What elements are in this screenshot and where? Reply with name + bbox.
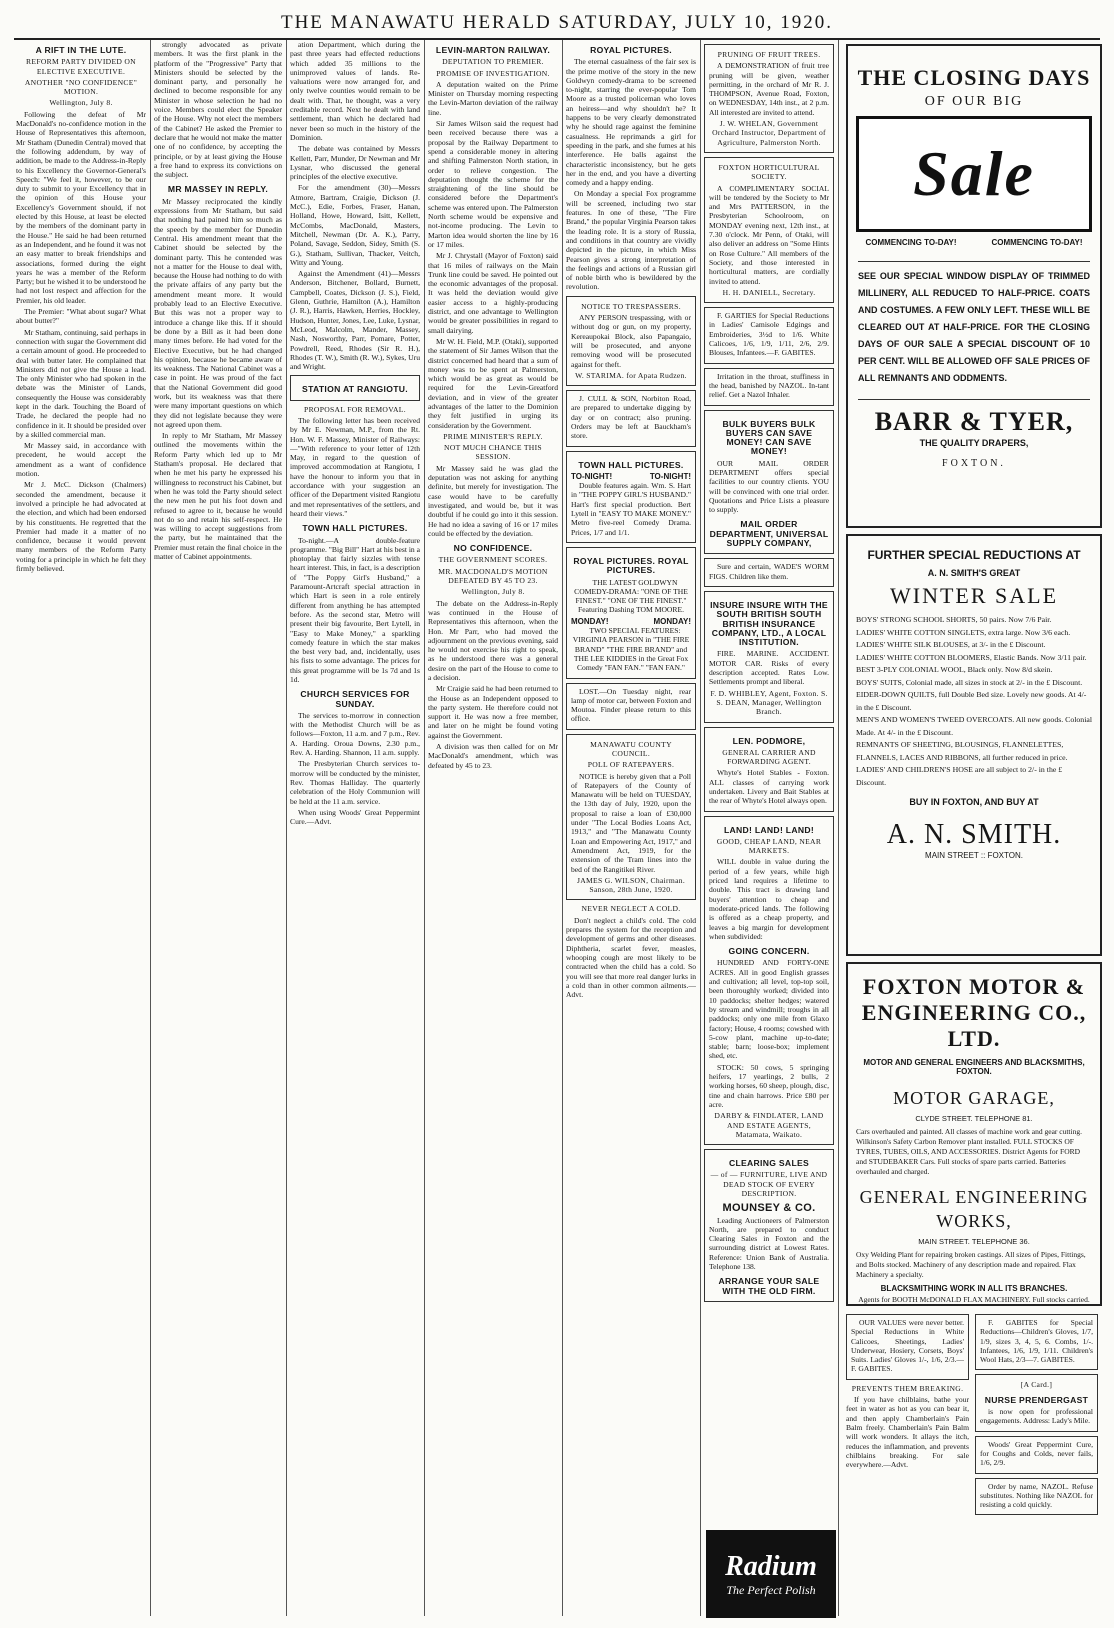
notice-text: NOTICE is hereby given that a Poll of Ratepayers of the County of Manawatu will be held on TUESDAY, the 13th day of July, 1920, upon the proposal to raise a loan of £30,000 under "The Local Bodies Loans Act, 1913," and "The Manawatu County Loan and Empowering Act, 1917," and Amendment Act, 1919, for the extension of the Tram lines into the bed of the Rangitikei River. [571,771,691,874]
ad-heading: LAND! LAND! LAND! [723,824,815,835]
article-paragraph: A deputation waited on the Prime Minister on Thursday morning respecting the Levin-Marton deviation of the railway line. [428,79,558,117]
ad-monday: MONDAY! [571,616,609,626]
column-6 [704,40,834,1528]
winter-sale-buy: BUY IN FOXTON, AND BUY AT [909,797,1039,807]
notice-signature: H. H. DANIELL, Secretary. [722,287,816,297]
article-paragraph: When using Woods' Great Peppermint Cure.—Advt. [290,807,420,827]
ad-text: THE LATEST GOLDWYN COMEDY-DRAMA: "ONE OF THE FINEST." "ONE OF THE FINEST." Featuring Dashing TOM MOORE. [574,577,688,615]
ad-heading: MAIL ORDER DEPARTMENT, UNIVERSAL SUPPLY COMPANY, [709,519,829,549]
article-heading: STATION AT RANGIOTU. [302,384,408,395]
ad-tonight: TO-NIGHT! [649,471,691,481]
article-paragraph: Mr Statham, continuing, said perhaps in connection with sugar the Government did a certain amount of good. He proceeded to deal with butter later. He complained that Ministers did not give the House a lead. The only Minister who had spoken in the debate was the Minister of Lands, consequently the House was considerably kept in the dark. Touching the Board of Trade, he declared the people had no confidence in it. It should be presided over by a skilled commercial man. [16,327,146,439]
ad-heading: INSURE INSURE WITH THE SOUTH BRITISH SOUTH BRITISH INSURANCE COMPANY, LTD., A LOCAL INSTITUTION. [710,599,828,648]
article-subheading: PROMISE OF INVESTIGATION. [436,68,550,78]
article-paragraph: In reply to Mr Statham, Mr Massey outlined the movements within the Reform Party which led up to Mr Statham's proposal. He declared that when he met his party he expressed his willingness to reconstruct his Cabinet, but when he was told the Party should select the new men he put his foot down and refused to agree to it, because he would not do so and retain his self-respect. He was willing to accept suggestions from the party, but he maintained that the Premier must retain the final choice in the matter of Cabinet appointments. [154,431,282,562]
dateline: Wellington, July 8. [49,98,113,108]
article-paragraph: On Monday a special Fox programme will be screened, including two star features. In one of these, "The Fire Brand," the popular Virginia Pearson takes the leading role. It is a story of Russia, and conditions in that country are vividly depicted in the picture, in which Miss Pearson gives a strong interpretation of the feelings and actions of a Russian girl of noble birth who is bewildered by the revolution. [566,189,696,292]
article-heading: TOWN HALL PICTURES. [302,523,408,534]
ad-subheading: GOOD, CHEAP LAND, NEAR MARKETS. [716,836,822,856]
agents-line: Agents for BOOTH McDONALD FLAX MACHINERY. Full stocks carried. [858,1295,1090,1304]
notice-heading: NOTICE TO TRESPASSERS. [581,301,681,311]
radium-tagline: The Perfect Polish [726,1582,816,1597]
winter-sale-list [848,614,1100,789]
article-heading: PREVENTS THEM BREAKING. [851,1383,964,1393]
notice-heading: FOXTON HORTICULTURAL SOCIETY. [718,162,820,182]
column-4 [428,40,558,1618]
article-subheading: PROPOSAL FOR REMOVAL. [304,404,406,414]
article-paragraph: Mr J. Chrystall (Mayor of Foxton) said that 16 miles of railways on the Main Trunk line could be saved. He pointed out the economic advantages of the proposal. It was held the deviation would give easier access to a highly-producing district, and one advantage to Wellington would be greater possibilities in regard to small dairying. [428,251,558,335]
engineering-works-body: Oxy Welding Plant for repairing broken castings. All sizes of Pipes, Fittings, and Bolts stocked. Machinery of any description made and repaired. Flax Machinery a specialty. [856,1250,1086,1279]
notice-signature: JAMES G. WILSON, Chairman. Sanson, 28th June, 1920. [576,875,686,895]
article-paragraph: Mr J. McC. Dickson (Chalmers) seconded the amendment, because it involved a principle he had advocated at the election, and which had been endorsed by his constituents. He regretted that the Premier had made it a matter of no confidence, because it would prevent many members of the Reform Party voting for a principle in which he felt they firmly believed. [16,480,146,574]
an-smith-address: MAIN STREET :: FOXTON. [925,851,1023,860]
article-paragraph: Mr Craigie said he had been returned to the House as an Independent opposed to the party system. He therefore could not support it. He was now a free member, and later on he might be found voting against the Government. [428,684,558,740]
notice-text: F. GABITES for Special Reductions—Children's Gloves, 1/7, 1/9, sizes 3, 4, 5, 6. Combs, 1/-. Infantees, 1/6, 1/9, 1/11. Children's Wool Hats, 2/3—7. GABITES. [980,1318,1093,1365]
ad-signature: F. D. WHIBLEY, Agent, Foxton. S. S. DEAN, Manager, Wellington Branch. [710,688,828,717]
sale-ad-title: THE CLOSING DAYS [857,65,1091,90]
article-paragraph: For the amendment (30)—Messrs Atmore, Bartram, Craigie, Dickson (J. McC.), Edie, Forbes, Fraser, Hanan, Holland, Howe, Howard, Isitt, Kellett, McCombs, MacDonald, Masters, Mitchell, Newman (Dr. A. K.), Parry, Poland, Savage, Seddon, Sidey, Smith (S. G.), Statham, Sullivan, Thacker, Veitch, Witty and Young. [290,183,420,267]
winter-sale-item: BOYS' SUITS, Colonial made, all sizes in stock at 2/- in the £ Discount. [856,677,1083,687]
column-1 [16,40,146,1618]
barr-tyer-town: FOXTON. [942,458,1006,469]
engineering-works-street: MAIN STREET. TELEPHONE 36. [918,1237,1030,1246]
notice-text: Woods' Great Peppermint Cure, for Coughs and Colds, never fails, 1/6, 2/9. [980,1439,1093,1468]
winter-sale-item: LADIES' WHITE COTTON BLOOMERS, Elastic Bands. Now 3/11 pair. [856,652,1087,662]
notice-text: Order by name, NAZOL. Refuse substitutes. Nothing like NAZOL for resisting a cold quickly. [980,1481,1093,1510]
ad-heading: TOWN HALL PICTURES. [578,459,684,470]
article-heading: ROYAL PICTURES. [590,45,672,55]
column-rule [424,40,425,1616]
article-paragraph: Mr Massey said, in accordance with precedent, he would accept the amendment as a want of confidence motion. [16,441,146,479]
masthead: THE MANAWATU HERALD SATURDAY, JULY 10, 1920. [280,12,834,33]
notice-text: ANY PERSON trespassing, with or without dog or gun, on my property, Kereaupokai Block, also Papangaio, will be prosecuted, and anyone removing wood will be prosecuted against for theft. [571,313,691,369]
article-paragraph: Sir James Wilson said the request had been received because there was a proposal by the Railway Department to spend a considerable money in altering and shifting Palmerston North station, in order to relieve congestion. The deputation thought the scheme for the straightening of the line should be considered before the Department's scheme was entered upon. The Palmerston North scheme would be expensive and not-income producing. The Levin to Marton idea would shorten the line by 16 or 17 miles. [428,119,558,249]
winter-sale-item: LADIES' WHITE SILK BLOUSES, at 3/- in the £ Discount. [856,640,1046,649]
notice-text: LOST.—On Tuesday night, rear lamp of motor car, between Foxton and Moutoa. Finder please return to this office. [571,686,691,724]
notice-subheading: POLL OF RATEPAYERS. [587,760,675,770]
article-heading: CHURCH SERVICES FOR SUNDAY. [300,689,410,709]
motor-garage-street: CLYDE STREET. TELEPHONE 81. [915,1114,1033,1123]
winter-sale-sub: A. N. SMITH'S GREAT [927,568,1021,578]
winter-sale-title: WINTER SALE [889,583,1059,608]
column-7-bottom [846,1310,1098,1618]
winter-sale-item: LADIES' AND CHILDREN'S HOSE are all subject to 2/- in the £ Discount. [856,765,1063,787]
notice-heading: MANAWATU COUNTY COUNCIL. [590,739,672,758]
winter-sale-item: EIDER-DOWN QUILTS, full Double Bed size. Lovely new goods. At 4/- in the £ Discount. [856,690,1087,712]
article-subheading: NOT MUCH CHANCE THIS SESSION. [444,443,542,462]
notice-signature: W. STARIMA. for Apata Rudzen. [575,370,687,380]
ad-text: Double features again. Wm. S. Hart in "THE POPPY GIRL'S HUSBAND." Hart's first special production. Bert Lytell in "EASY TO MAKE MONEY." Metro five-reel Comedy Drama. Prices, 1/7 and 1/1. [571,481,691,537]
column-2 [154,40,282,1618]
column-rule [562,40,563,1616]
motor-garage-body: Cars overhauled and painted. All classes of machine work and gear cutting. Wilkinson's Safety Carbon Remover plant installed. FULL STOCKS OF TYRES, TUBES, OILS, AND ACCESSORIES. District Agents for FORD and STUDEBAKER Cars. Full stocks of spare parts carried. Batteries overhauled and charged. [856,1127,1082,1176]
article-paragraph: The following letter has been received by Mr E. Newman, M.P., from the Rt. Hon. W. F. Massey, Minister of Railways:—"With reference to your letter of 12th May, in regard to the question of improved accommodation at Rangiotu, I have the honour to inform you that in accordance with your suggestion an officer of the Department visited Rangiotu and met representatives of the settlers, and heard their views." [290,415,420,518]
article-paragraph: Following the defeat of Mr MacDonald's no-confidence motion in the House of Representatives this afternoon, Mr Statham (Dunedin Central) moved that the following addendum, by way of addition, be made to the Address-in-Reply to his Excellency the Governor-General's Speech: "We feel it, however, to be our duty to submit to your Excellency that in the opinion of this House your Excellency's Government should, if not elected by this House, at least be elected by the members of the dominant party in the House." He said he had been returned as an Independent, and he found it was not an easy matter to break friendships and associations, formed during the eight years he was a member of the Reform Party; but he wished it to be understood he had not lost respect and affection for the Premier, his old leader. [16,109,146,305]
nurse-name: NURSE PRENDERGAST [984,1394,1089,1405]
column-rule [700,40,701,1616]
notice-text: A DEMONSTRATION of fruit tree pruning will be given, weather permitting, in the orchard of Mr R. J. THOMPSON, Avenue Road, Foxton, on WEDNESDAY, 14th inst., at 2 p.m. All interested are invited to attend. [709,61,829,117]
winter-sale-item: REMNANTS OF SHEETING, BLOUSINGS, FLANNELETTES, FLANNELS, LACES AND RIBBONS, all further reduced in price. [856,740,1068,762]
radium-polish-ad [706,1530,836,1618]
ad-text: Whyte's Hotel Stables - Foxton. ALL classes of carrying work undertaken. Livery and Bait Stables at the rear of Whyte's Hotel always open. [709,768,829,806]
article-paragraph: Mr W. H. Field, M.P. (Otaki), supported the statement of Sir James Wilson that the district concerned had heard that a sum of money was to be spent at Palmerston, which would be as great as would be required for the Levin-Greatford deviation, and in view of the greater advantages of the latter to the Dominion they felt justified in urging its consideration by the Government. [428,336,558,430]
ad-text: OUR MAIL ORDER DEPARTMENT offers special facilities to our country clients. YOU will be convinced with one trial order. Quotations and Price Lists a pleasure to supply. [709,458,829,515]
article-paragraph: Against the Amendment (41)—Messrs Anderson, Bitchener, Bollard, Burnett, Campbell, Coates, Dickson (J. S.), Field, Glenn, Guthrie, Hamilton (A.), Hamilton (J. R.), Harris, Hawken, Herries, Hockley, Hudson, Hunter, Jones, Lee, Luke, Lysnar, McLeod, Malcolm, Mander, Massey, Nash, Nosworthy, Parr, Pomare, Potter, Powdrell, Reed, Rhodes (Sir R. H.), Rhodes (T. W.), Smith (R. W.), Sykes, Uru and Wright. [290,269,420,372]
winter-sale-heading: FURTHER SPECIAL REDUCTIONS AT [867,548,1081,562]
column-3 [290,40,420,1618]
article-subheading: ANOTHER "NO CONFIDENCE" MOTION. [24,77,138,97]
commencing-label: COMMENCING TO-DAY! [865,238,957,247]
notice-text: A COMPLIMENTARY SOCIAL will be tendered by the Society to Mr and Mrs PATTERSON, in the Presbyterian Schoolroom, on MONDAY evening next, 12th inst., at 7.30 o'clock. Mr Penn, of Otaki, will also deliver an address on "Some Hints on Rose Culture." All members of the Society, and those interested in horticultural matters, are cordially invited to attend. [709,183,829,286]
ad-text: TWO SPECIAL FEATURES: VIRGINIA PEARSON in "THE FIRE BRAND" "THE FIRE BRAND" and THE LEE KIDDIES in the Great Fox Comedy "FAN FAN." "FAN FAN." [572,626,690,673]
blacksmithing-line: BLACKSMITHING WORK IN ALL ITS BRANCHES. [880,1284,1068,1293]
article-heading: NEVER NEGLECT A COLD. [581,904,681,914]
notice-text: Irritation in the throat, stuffiness in the head, banished by NAZOL. In-tant relief. Get a Nazol Inhaler. [709,371,829,400]
article-subheading: REFORM PARTY DIVIDED ON ELECTIVE EXECUTIVE. [26,57,136,76]
notice-text: F. GARTIES for Special Reductions in Ladies' Camisole Edgings and Embroideries, 3½d to 1/6. White Calicoes, 1/6, 1/9, 1/11, 2/6, 2/9. Blouses, Infantees.—F. GABITES. [709,311,829,358]
ad-subheading: GENERAL CARRIER AND FORWARDING AGENT. [722,747,816,767]
bottom-ads-row [846,1310,1098,1519]
ad-signature: DARBY & FINDLATER, LAND AND ESTATE AGENTS, Matamata, Waikato. [714,1111,824,1139]
notice-text: Sure and certain, WADE'S WORM FIGS. Children like them. [709,562,829,581]
sale-ad-body: SEE OUR SPECIAL WINDOW DISPLAY OF TRIMMED MILLINERY, ALL REDUCED TO HALF-PRICE. COATS AND COSTUMES. A FEW ONLY LEFT. THESE WILL BE CLEARED OUT AT HALF-PRICE. FOR THE CLOSING DAYS OF OUR SALE A SPECIAL DISCOUNT OF 10 PER CENT. WILL BE ALLOWED OFF SALE PRICES OF ALL REMNANTS AND ODDMENTS. [858,271,1091,383]
sale-banner [856,116,1092,232]
foxton-motor-title: FOXTON MOTOR & ENGINEERING CO., LTD. [861,974,1087,1051]
article-paragraph: strongly advocated as private members. It was the first plank in the platform of the "Progressive" Party that Ministers should be selected by the dominant party, and personally he declined to become responsible for any Minister in whose selection he had no voice. Members could elect the Speaker of the House. Why not elect the members of the Cabinet? He asked the Premier to declare that he would not make the matter one of no confidence, by accepting the principle, or by at least giving the House a free hand to express its convictions on the subject. [154,40,282,180]
article-paragraph: The debate was contained by Messrs Kellett, Parr, Munder, Dr Newman and Mr Lysnar, who discussed the general principles of the elective executive. [290,144,420,182]
article-subheading: PRIME MINISTER'S REPLY. [443,431,543,441]
engineering-works-heading: GENERAL ENGINEERING WORKS, [859,1187,1089,1231]
article-paragraph: The debate on the Address-in-Reply was continued in the House of Representatives this afternoon, when the Hon. Mr Parr, who had moved the adjournment on the previous evening, said he would not exercise his right to speak, as he understood there was a general desire on the part of the House to come to a decision. [428,598,558,682]
closing-days-sale-ad [846,44,1102,528]
sale-ad-subtitle: OF OUR BIG [924,94,1024,109]
article-subheading: THE GOVERNMENT SCORES. [438,555,548,565]
article-paragraph: Don't neglect a child's cold. The cold prepares the system for the reception and development of germs and other diseases. Diphtheria, scarlet fever, measles, whooping cough are most likely to be contracted when the child has a cold. So you will see that more real danger lurks in a cold than in other common ailments.—Advt. [566,915,696,1000]
ad-text: Leading Auctioneers of Palmerston North, are prepared to conduct Clearing Sales in Foxton and the surrounding district at Lowest Rates. Reference: Union Bank of Australia. Telephone 138. [709,1215,829,1272]
ad-tonight: TO-NIGHT! [571,471,613,481]
foxton-motor-ad [846,962,1102,1306]
notice-text: J. CULL & SON, Norbiton Road, are prepared to undertake digging by day or on contract; also pruning. Orders may be left at Bauckham's store. [571,394,691,441]
article-heading: MR MASSEY IN REPLY. [167,184,269,195]
card-label: [A Card.] [1020,1380,1053,1390]
article-subheading: MR. MACDONALD'S MOTION DEFEATED BY 45 TO 23. [438,566,548,586]
article-paragraph: Mr Massey said he was glad the deputation was not asking for anything definite, but merely for investigation. The case would have to be carefully investigated, and would be, but it was doubtful if he could go into it this session. He had no idea a saving of 16 or 17 miles could be effected by the deviation. [428,463,558,538]
ad-heading: ROYAL PICTURES. ROYAL PICTURES. [573,555,689,576]
commencing-row [848,238,1100,247]
radium-logo: Radium [725,1550,817,1582]
ad-text: FIRE. MARINE. ACCIDENT. MOTOR CAR. Risks of every description accepted. Rates Low. Settlements prompt and liberal. [709,649,829,687]
ad-text: WILL double in value during the period of a few years, while high priced land requires a lifetime to double. This tract is drawing land buyers' attention to cheap and moderate-priced lands. The following is offered as a cheap property, and leaves a big margin for development when subdivided: [709,857,829,941]
barr-tyer-name: BARR & TYER, [874,407,1074,436]
article-heading: NO CONFIDENCE. [453,543,533,554]
bottom-ads-left [846,1310,969,1519]
column-rule [838,40,839,1616]
article-paragraph: The Premier: "What about sugar? What about butter?" [16,307,146,326]
motor-garage-heading: MOTOR GARAGE, [893,1088,1055,1108]
article-paragraph: ation Department, which during the past three years had effected reductions which added 35 millions to the unimproved values of lands. Re-valuations were now arranged for, and only twelve counties would remain to be dealt with. That, he thought, was a very creditable record. Next he dealt with land settlement, than which he declared had never been so much in the history of the Dominion. [290,40,420,142]
winter-sale-item: LADIES' WHITE COTTON SINGLETS, extra large. Now 3/6 each. [856,627,1071,637]
an-smith-name: A. N. SMITH. [886,819,1062,850]
article-heading: A RIFT IN THE LUTE. [35,45,127,55]
column-rule [286,40,287,1616]
ad-heading: MOUNSEY & CO. [722,1202,816,1215]
sale-banner-text: Sale [913,138,1035,209]
column-rule [150,40,151,1616]
notice-text: is now open for professional engagements. Address: Lady's Mile. [980,1407,1093,1426]
article-paragraph: If you have chilblains, bathe your feet in water as hot as you can bear it, and then apply Chamberlain's Pain Balm freely. Chamberlain's Pain Balm will work wonders. It allays the itch, reduces the inflammation, and prevents chilblains breaking. For sale everywhere.—Advt. [846,1395,969,1470]
commencing-label: COMMENCING TO-DAY! [991,238,1083,247]
column-5 [566,40,696,1618]
winter-sale-ad [846,534,1102,956]
ad-subheading: GOING CONCERN. [728,946,810,957]
ad-text: HUNDRED AND FORTY-ONE ACRES. All in good English grasses and cultivation; all level, top-top soil, been thoroughly worked; divided into 10 paddocks; shelter hedges; watered by stream and windmill; troughs in all paddocks; only one mile from Glaxo factory; House, 4 rooms; cowshed with 5-cow plant, machine up-to-date; stable; barn; loose-box; implement shed, etc. [709,958,829,1061]
article-paragraph: The Presbyterian Church services to-morrow will be conducted by the minister, Rev. Thomas Halliday. The quarterly celebration of the Holy Communion will be held at the 11 a.m. service. [290,759,420,806]
notice-signature: J. W. WHELAN, Government Orchard Instructor, Department of Agriculture, Palmerston North. [712,119,826,147]
foxton-motor-sub: MOTOR AND GENERAL ENGINEERS AND BLACKSMITHS, FOXTON. [863,1058,1085,1076]
ad-text: STOCK: 50 cows, 5 springing heifers, 17 yearlings, 2 bulls, 2 working horses, 60 sheep, plough, disc, tine and chain harrows. Price £80 per acre. [709,1062,830,1109]
ad-heading: BULK BUYERS BULK BUYERS CAN SAVE MONEY! CAN SAVE MONEY! [722,418,816,457]
barr-tyer-tagline: THE QUALITY DRAPERS, [919,438,1029,448]
article-paragraph: Mr Massey reciprocated the kindly expressions from Mr Statham, but said that nothing had pained him so much as the speech by the member for Dunedin Central. His amendment meant that the Cabinet should be selected by the dominant party. This he contended was not a matter for the House to deal with, because the House had nothing to do with the private affairs of any party but the amendment meant more. It would probably lead to an Elective Executive. But this was not a proper way to introduce a change like this. If it should be done by a Bill as it had been done many times before. He had voted for the Elective Executive, but he had changed his opinion, because he became aware of its weakness. The National Cabinet was a case in point. He was proud of the fact that the National Government did good work, but its weakness was that there were many important questions on which they did not legislate because they were not agreed upon them. [154,196,282,429]
article-paragraph: A division was then called for on Mr MacDonald's amendment, which was defeated by 45 to 23. [428,742,558,770]
notice-heading: PRUNING OF FRUIT TREES. [717,50,821,59]
ad-subheading: — of — FURNITURE, LIVE AND DEAD STOCK OF EVERY DESCRIPTION. [710,1170,828,1198]
ad-monday: MONDAY! [653,616,691,626]
ad-heading: LEN. PODMORE, [732,735,806,746]
winter-sale-item: BOYS' STRONG SCHOOL SHORTS, 50 pairs. Now 7/6 Pair. [856,615,1052,624]
article-paragraph: The services to-morrow in connection with the Methodist Church will be as follows—Foxton, 11 a.m. and 7 p.m., Rev. A. Harding. Oroua Downs, 2.30 p.m., Rev. A. Harding. Shannon, 11 a.m. supply. [290,710,420,758]
dateline: Wellington, July 8. [461,587,525,597]
article-subheading: DEPUTATION TO PREMIER. [442,57,544,67]
bottom-ads-right [975,1310,1098,1519]
notice-text: OUR VALUES were never better. Special Reductions in White Calicoes, Sheetings, Ladies' Underwear, Hosiery, Corsets, Boys' Suits. Ladies' Gloves 1/-, 1/6, 2/3.—F. GABITES. [851,1318,964,1374]
article-paragraph: The eternal casualness of the fair sex is the prime motive of the story in the new Goldwyn comedy-drama to be screened to-night, starring the ever-popular Tom Moore as a trusted policeman who loves an heiress—and why shouldn't he? It happens to be very clearly demonstrated why he should rage against the feminine casualness. He reprimands a girl for speeding in the park, and she fumes at his interference. He balls against the characteristic inconsistency, but he gets her in the end, and you have a diverting comedy and a happy ending. [566,57,696,188]
winter-sale-item: BEST 3-PLY COLONIAL WOOL, Black only. Now 8/d skein. [856,665,1053,674]
article-heading: LEVIN-MARTON RAILWAY. [435,45,551,55]
article-paragraph: To-night.—A double-feature programme. "Big Bill" Hart at his best in a photoplay that fairly sizzles with tense heart interest. This, in fact, is a description of "The Poppy Girl's Husband," a Paramount-Artcraft special attraction in which Hart is seen in a role entirely different from anything he has attempted before. As the second star, Metro will present their big favourite, Bert Lytell, in "Easy to Make Money," a sparkling comedy feature in which the star makes the best very bad, and, incidentally, uses his fists to some advantage. The prices for this great programme will be 1s 7d and 1s 1d. [290,535,420,684]
ad-subheading: ARRANGE YOUR SALE WITH THE OLD FIRM. [718,1276,820,1296]
ad-heading: CLEARING SALES [728,1158,810,1169]
winter-sale-item: MEN'S AND WOMEN'S TWEED OVERCOATS. All new goods. Colonial Made. At 4/- in the £ Discount. [856,715,1092,737]
